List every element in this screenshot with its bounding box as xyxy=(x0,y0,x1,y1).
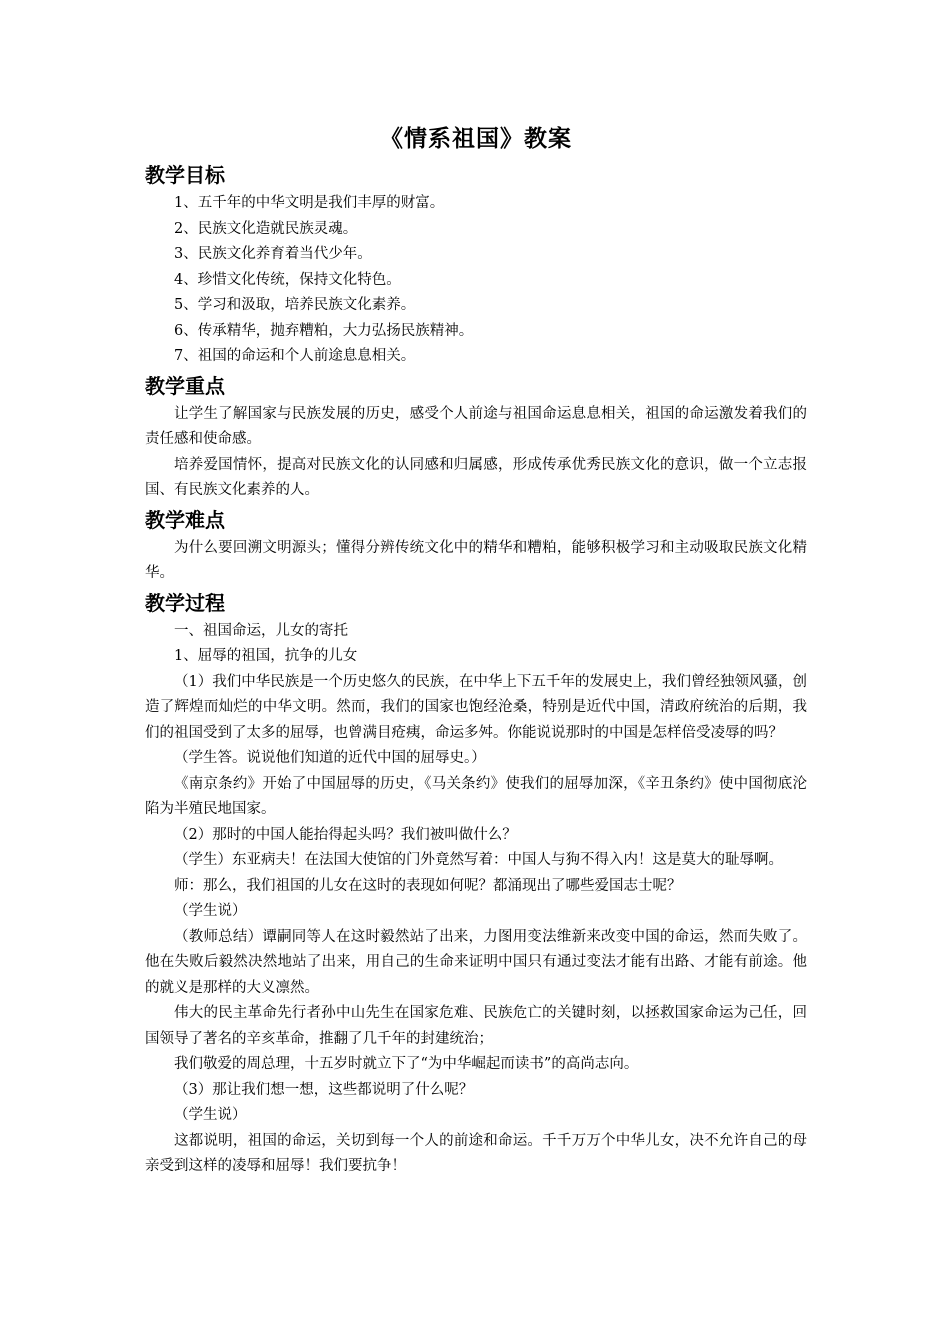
process-paragraph: 一、祖国命运，儿女的寄托 xyxy=(174,622,348,639)
process-paragraph: 《南京条约》开始了中国屈辱的历史，《马关条约》使我们的屈辱加深，《辛丑条约》使中国彻底沦陷为半殖民地国家。 xyxy=(145,775,807,817)
process-paragraph: 我们敬爱的周总理，十五岁时就立下了“为中华崛起而读书”的高尚志向。 xyxy=(174,1056,639,1072)
objective-item: 7、祖国的命运和个人前途息息相关。 xyxy=(174,348,416,364)
section-heading-difficulties: 教学难点 xyxy=(145,507,225,532)
process-paragraph: （学生说） xyxy=(174,1107,247,1123)
section-difficulties xyxy=(145,504,807,587)
process-paragraph: （教师总结）谭嗣同等人在这时毅然站了出来，力图用变法维新来改变中国的命运，然而失败了。他在失败后毅然决然地站了出来，用自己的生命来证明中国只有通过变法才能有出路、才能有前途。他的就义是那样的大义凛然。 xyxy=(145,928,807,996)
section-process xyxy=(145,587,807,1180)
process-paragraph: （学生）东亚病夫！在法国大使馆的门外竟然写着：中国人与狗不得入内！这是莫大的耻辱啊。 xyxy=(174,852,783,868)
process-paragraph: 1、屈辱的祖国，抗争的儿女 xyxy=(174,648,358,664)
process-paragraph: 师：那么，我们祖国的儿女在这时的表现如何呢？都涌现出了哪些爱国志士呢？ xyxy=(174,877,682,894)
section-objectives xyxy=(145,159,807,370)
process-paragraph: （学生说） xyxy=(174,903,247,919)
process-paragraph: 伟大的民主革命先行者孙中山先生在国家危难、民族危亡的关键时刻，以拯救国家命运为己任，回国领导了著名的辛亥革命，推翻了几千年的封建统治； xyxy=(145,1005,807,1047)
process-paragraph: （3）那让我们想一想，这些都说明了什么呢？ xyxy=(174,1081,474,1098)
objective-item: 3、民族文化养育着当代少年。 xyxy=(174,246,372,262)
objective-item: 2、民族文化造就民族灵魂。 xyxy=(174,220,358,237)
objective-item: 5、学习和汲取，培养民族文化素养。 xyxy=(174,297,416,313)
process-paragraph: （学生答。说说他们知道的近代中国的屈辱史。） xyxy=(174,750,486,766)
objective-item: 4、珍惜文化传统，保持文化特色。 xyxy=(174,271,401,288)
key-point-paragraph: 让学生了解国家与民族发展的历史，感受个人前途与祖国命运息息相关，祖国的命运激发着我们的责任感和使命感。 xyxy=(145,405,807,447)
section-heading-process: 教学过程 xyxy=(145,590,225,615)
section-key-points xyxy=(145,370,807,504)
process-paragraph: （2）那时的中国人能抬得起头吗？我们被叫做什么？ xyxy=(174,826,517,843)
difficulty-paragraph: 为什么要回溯文明源头；懂得分辨传统文化中的精华和糟粕，能够积极学习和主动吸取民族文化精华。 xyxy=(145,539,807,581)
objective-item: 1、五千年的中华文明是我们丰厚的财富。 xyxy=(174,195,445,211)
document-page xyxy=(145,120,807,1180)
document-title: 《情系祖国》教案 xyxy=(380,126,572,152)
objective-item: 6、传承精华，抛弃糟粕，大力弘扬民族精神。 xyxy=(174,322,474,339)
section-heading-objectives: 教学目标 xyxy=(145,163,225,187)
key-point-paragraph: 培养爱国情怀，提高对民族文化的认同感和归属感，形成传承优秀民族文化的意识，做一个立志报国、有民族文化素养的人。 xyxy=(145,456,807,498)
process-paragraph: （1）我们中华民族是一个历史悠久的民族，在中华上下五千年的发展史上，我们曾经独领风骚，创造了辉煌而灿烂的中华文明。然而，我们的国家也饱经沧桑，特别是近代中国，清政府统治的后期，我们的祖国受到了太多的屈辱，也曾满目疮痍，命运多舛。你能说说那时的中国是怎样倍受凌辱的吗？ xyxy=(145,673,807,741)
section-heading-key-points: 教学重点 xyxy=(145,373,225,398)
process-paragraph: 这都说明，祖国的命运，关切到每一个人的前途和命运。千千万万个中华儿女，决不允许自己的母亲受到这样的凌辱和屈辱！我们要抗争！ xyxy=(145,1132,807,1174)
